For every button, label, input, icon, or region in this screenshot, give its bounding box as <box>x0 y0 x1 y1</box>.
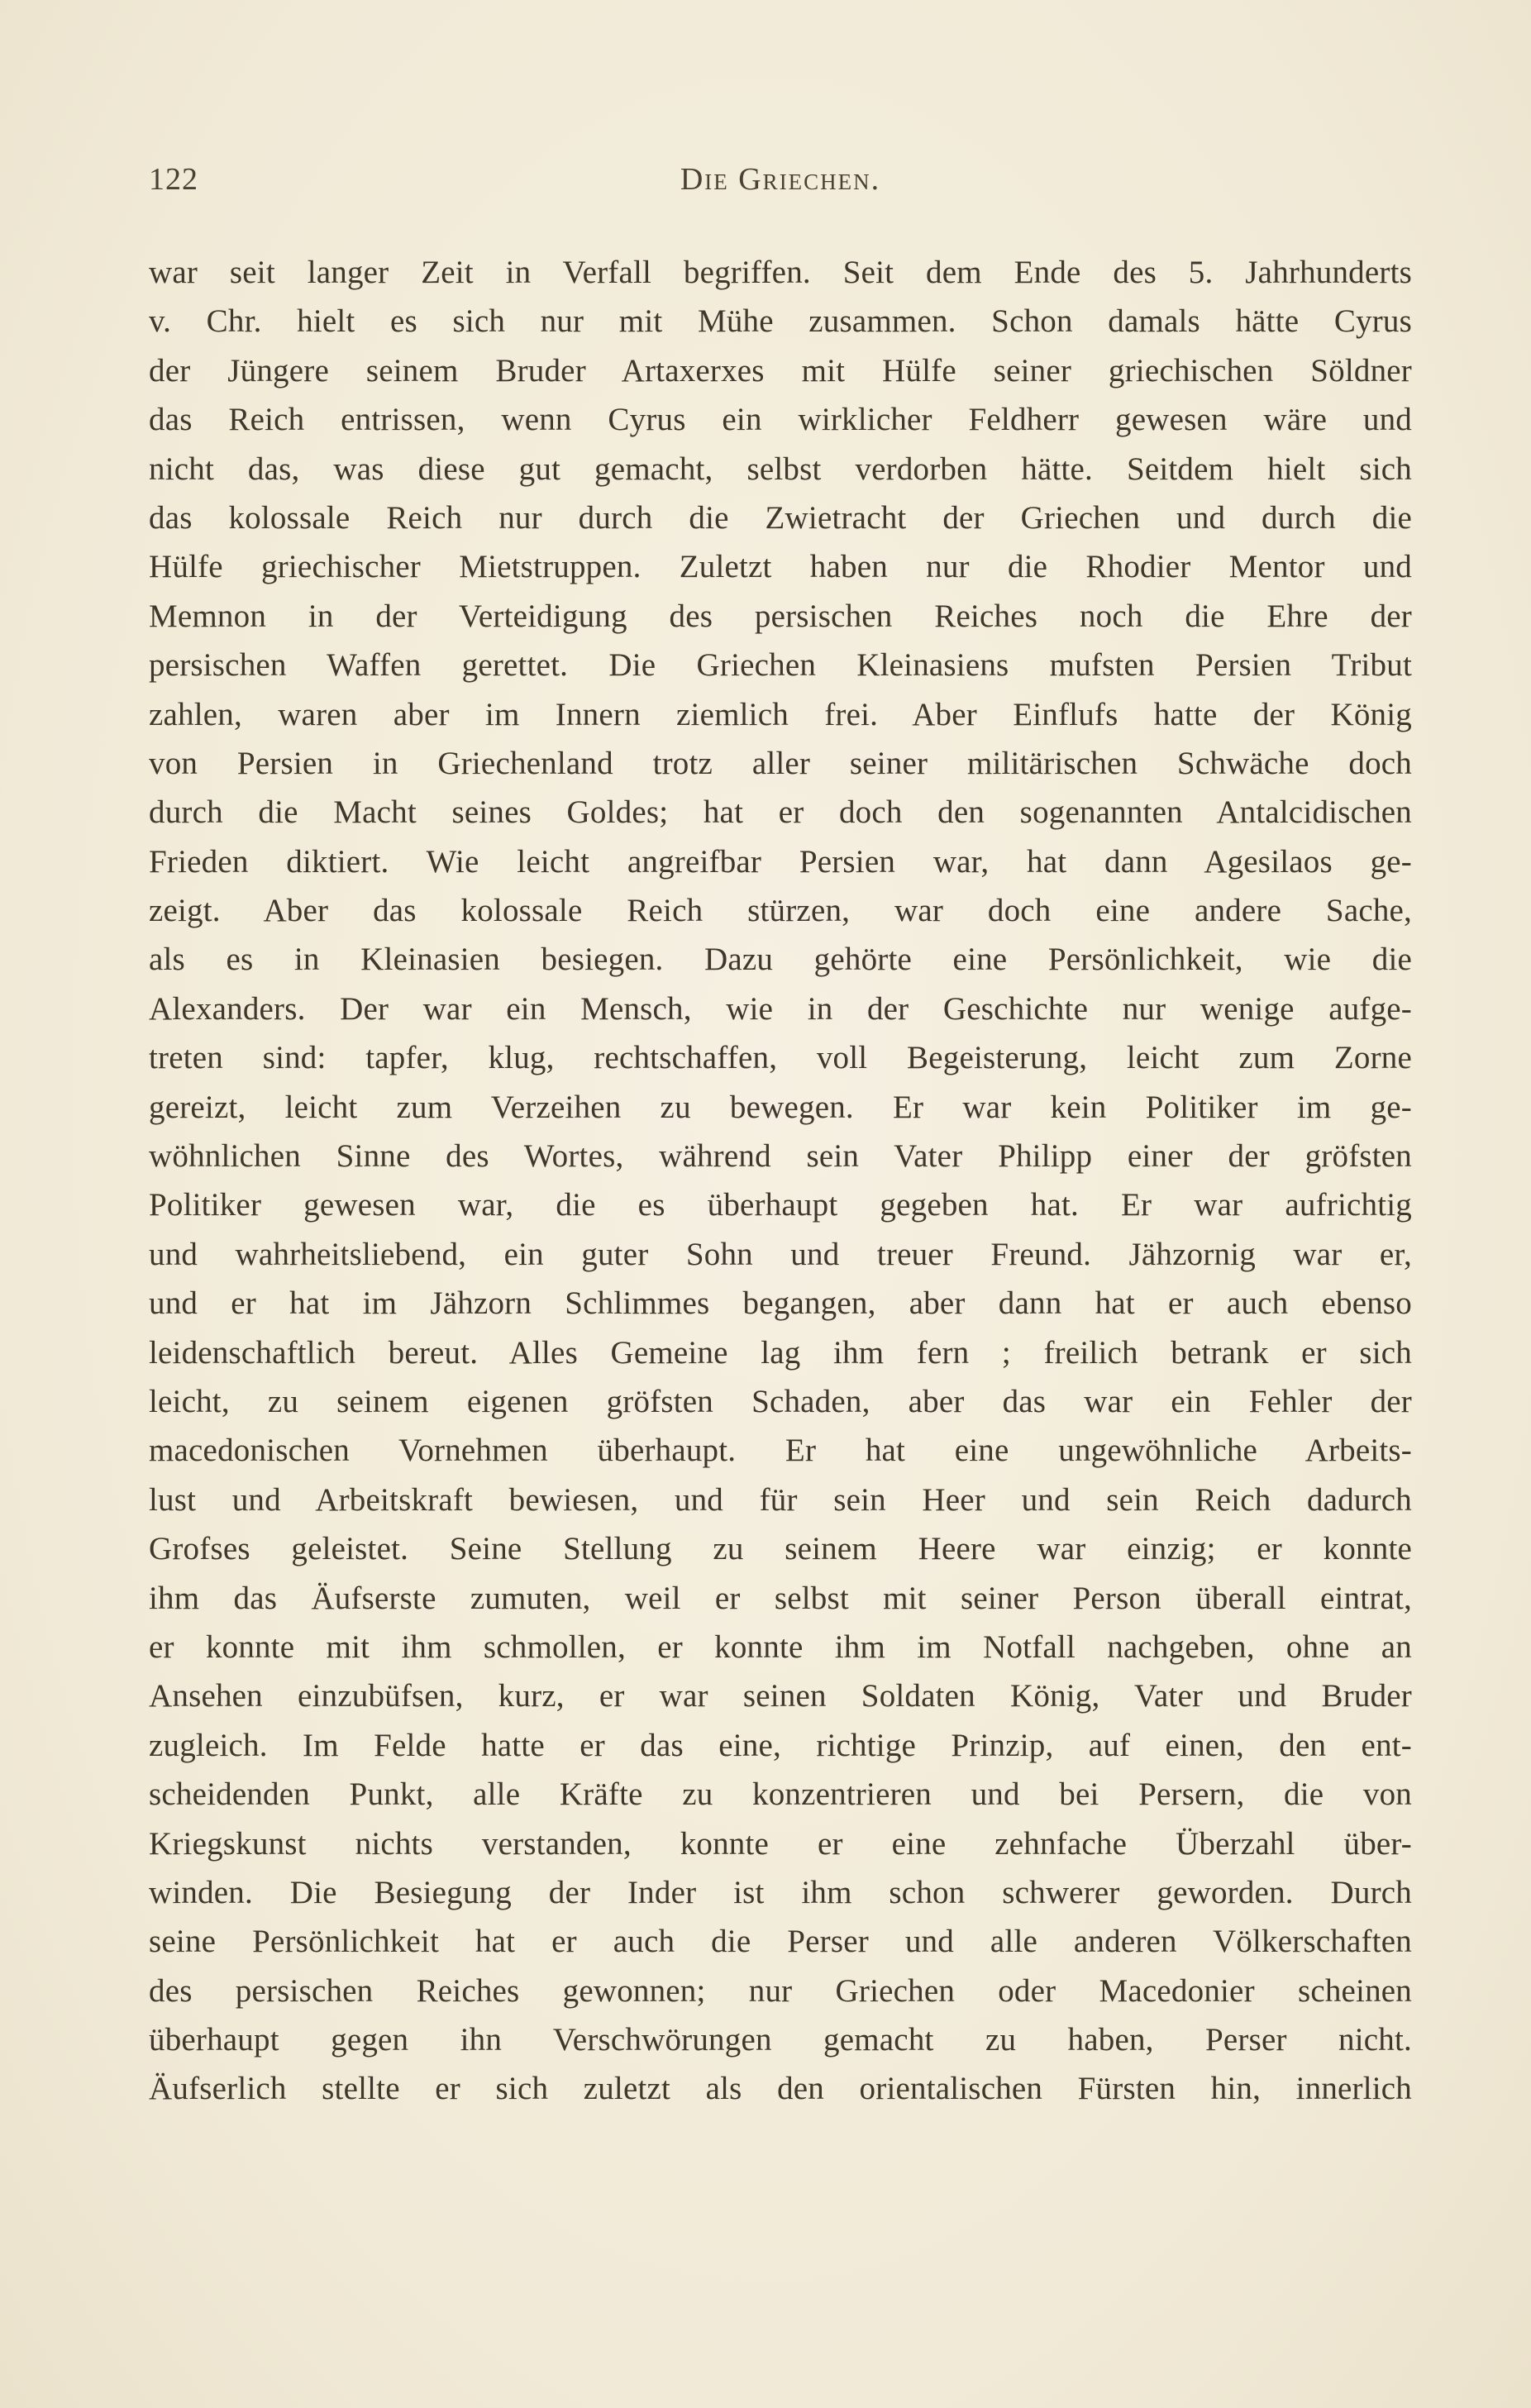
text-line: Memnon in der Verteidigung des persischen Reiches noch die Ehre der <box>149 598 1412 634</box>
text-line: Alexanders. Der war ein Mensch, wie in der Geschichte nur wenige aufge- <box>149 990 1412 1027</box>
text-line: überhaupt gegen ihn Verschwörungen gemacht zu haben, Perser nicht. <box>149 2022 1412 2058</box>
text-line: das Reich entrissen, wenn Cyrus ein wirklicher Feldherr gewesen wäre und <box>149 402 1412 438</box>
text-line: ihm das Äufserste zumuten, weil er selbst mit seiner Person überall eintrat, <box>149 1580 1412 1616</box>
text-line: als es in Kleinasien besiegen. Dazu gehörte eine Persönlichkeit, wie die <box>149 942 1412 978</box>
running-title: Die Griechen. <box>680 162 881 197</box>
text-line: scheidenden Punkt, alle Kräfte zu konzentrieren und bei Persern, die von <box>149 1776 1412 1813</box>
text-line: gereizt, leicht zum Verzeihen zu bewegen. Er war kein Politiker im ge- <box>149 1089 1412 1125</box>
text-line: wöhnlichen Sinne des Wortes, während sein Vater Philipp einer der gröfsten <box>149 1138 1412 1175</box>
text-line: seine Persönlichkeit hat er auch die Perser und alle anderen Völkerschaften <box>149 1924 1412 1960</box>
text-line: Kriegskunst nichts verstanden, konnte er eine zehnfache Überzahl über- <box>149 1825 1412 1862</box>
body-text <box>149 248 1412 2114</box>
text-line: des persischen Reiches gewonnen; nur Griechen oder Macedonier scheinen <box>149 1972 1412 2009</box>
text-line: und wahrheitsliebend, ein guter Sohn und treuer Freund. Jähzornig war er, <box>149 1236 1412 1272</box>
text-line: treten sind: tapfer, klug, rechtschaffen, voll Begeisterung, leicht zum Zorne <box>149 1040 1412 1076</box>
text-line: war seit langer Zeit in Verfall begriffen. Seit dem Ende des 5. Jahrhunderts <box>149 255 1412 290</box>
page-number: 122 <box>149 162 198 197</box>
text-line: durch die Macht seines Goldes; hat er doch den sogenannten Antalcidischen <box>149 794 1412 831</box>
text-line: leidenschaftlich bereut. Alles Gemeine lag ihm fern ; freilich betrank er sich <box>149 1334 1412 1371</box>
text-line: winden. Die Besiegung der Inder ist ihm schon schwerer geworden. Durch <box>149 1874 1412 1910</box>
text-line: leicht, zu seinem eigenen gröfsten Schaden, aber das war ein Fehler der <box>149 1383 1412 1419</box>
text-line: Ansehen einzubüfsen, kurz, er war seinen Soldaten König, Vater und Bruder <box>149 1678 1412 1714</box>
text-line: der Jüngere seinem Bruder Artaxerxes mit Hülfe seiner griechischen Söldner <box>149 352 1412 389</box>
text-line: Hülfe griechischer Mietstruppen. Zuletzt haben nur die Rhodier Mentor und <box>149 549 1412 585</box>
text-line: zugleich. Im Felde hatte er das eine, richtige Prinzip, auf einen, den ent- <box>149 1727 1412 1763</box>
text-line: nicht das, was diese gut gemacht, selbst verdorben hätte. Seitdem hielt sich <box>149 451 1412 487</box>
text-line: Äufserlich stellte er sich zuletzt als den orientalischen Fürsten hin, innerlich <box>149 2071 1412 2107</box>
text-line: das kolossale Reich nur durch die Zwietracht der Griechen und durch die <box>149 499 1412 536</box>
text-line: lust und Arbeitskraft bewiesen, und für sein Heer und sein Reich dadurch <box>149 1481 1412 1518</box>
page-header <box>149 161 1412 203</box>
text-line: Grofses geleistet. Seine Stellung zu seinem Heere war einzig; er konnte <box>149 1531 1412 1567</box>
text-line: persischen Waffen gerettet. Die Griechen Kleinasiens mufsten Persien Tribut <box>149 647 1412 684</box>
text-line: zeigt. Aber das kolossale Reich stürzen, war doch eine andere Sache, <box>149 893 1412 929</box>
text-line: Frieden diktiert. Wie leicht angreifbar Persien war, hat dann Agesilaos ge- <box>149 843 1412 880</box>
text-line: er konnte mit ihm schmollen, er konnte ihm im Notfall nachgeben, ohne an <box>149 1628 1412 1665</box>
text-line: v. Chr. hielt es sich nur mit Mühe zusammen. Schon damals hätte Cyrus <box>149 303 1412 340</box>
text-line: zahlen, waren aber im Innern ziemlich frei. Aber Einflufs hatte der König <box>149 696 1412 732</box>
text-line: macedonischen Vornehmen überhaupt. Er hat eine ungewöhnliche Arbeits- <box>149 1433 1412 1469</box>
text-line: Politiker gewesen war, die es überhaupt gegeben hat. Er war aufrichtig <box>149 1187 1412 1223</box>
text-line: von Persien in Griechenland trotz aller seiner militärischen Schwäche doch <box>149 745 1412 781</box>
text-line: und er hat im Jähzorn Schlimmes begangen, aber dann hat er auch ebenso <box>149 1285 1412 1322</box>
